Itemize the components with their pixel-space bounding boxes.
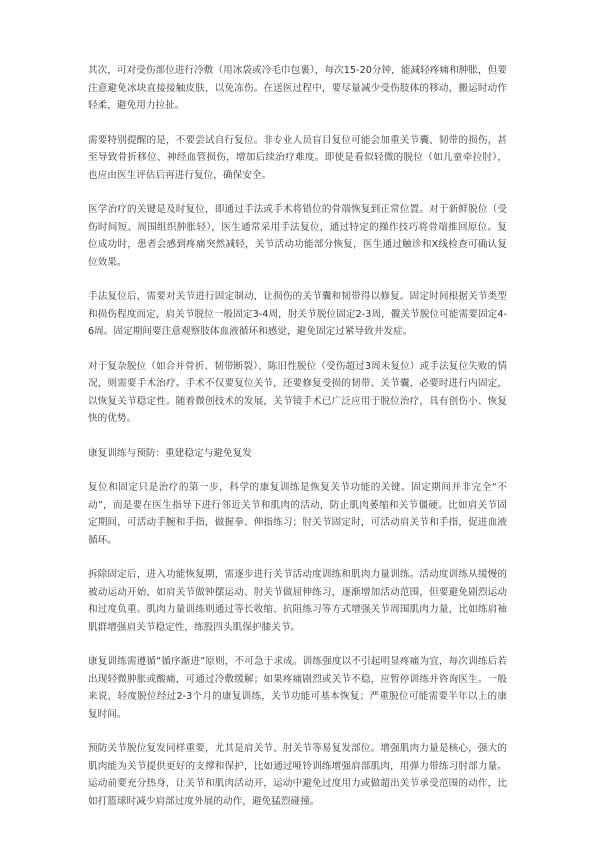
- paragraph-surgery: 对于复杂脱位（如合并骨折、韧带断裂）、陈旧性脱位（受伤超过3周未复位）或手法复位失败的情况，则需要手术治疗。手术不仅要复位关节，还要修复受损的韧带、关节囊，必要时进行内固定，以恢复关节稳定性。随着微创技术的发展，关节镜手术已广泛应用于脱位治疗，具有创伤小、恢复快的优势。: [88, 360, 507, 424]
- paragraph-function-recovery: 拆除固定后，进入功能恢复期，需逐步进行关节活动度训练和肌肉力量训练。活动度训练从缓慢的被动运动开始，如肩关节做钟摆运动、肘关节做屈伸练习，逐渐增加活动范围，但要避免剧烈运动和过度负重。肌肉力量训练则通过等长收缩、抗阻练习等方式增强关节周围肌肉力量，比如练肩袖肌群增强肩关节稳定性，练股四头肌保护膝关节。: [88, 569, 507, 633]
- paragraph-prevention: 预防关节脱位复发同样重要，尤其是肩关节、肘关节等易复发部位。增强肌肉力量是核心，强大的肌肉能为关节提供更好的支撑和保护，比如通过哑铃训练增强肩部肌肉，用弹力带练习肘部力量。运动前要充分热身，让关节和肌肉活动开，运动中避免过度用力或做超出关节承受范围的动作，比如打篮球时减少肩部过度外展的动作，避免猛烈碰撞。: [88, 743, 507, 807]
- paragraph-timely-reduction: 医学治疗的关键是及时复位，即通过手法或手术将错位的骨端恢复到正常位置。对于新鲜脱位（受伤时间短、周围组织肿胀轻），医生通常采用手法复位，通过特定的操作技巧将骨端推回原位。复位成功时，患者会感到疼痛突然减轻，关节活动功能部分恢复，医生通过触诊和X线检查可确认复位效果。: [88, 204, 507, 268]
- paragraph-cold-compress: 其次，可对受伤部位进行冷敷（用冰袋或冷毛巾包裹），每次15-20分钟，能减轻疼痛和肿胀，但要注意避免冰块直接接触皮肤，以免冻伤。在送医过程中，要尽量减少受伤肢体的移动，搬运时动作轻柔，避免用力拉扯。: [88, 65, 507, 111]
- paragraph-fixation: 手法复位后，需要对关节进行固定制动，让损伤的关节囊和韧带得以修复。固定时间根据关节类型和损伤程度而定，肩关节脱位一般固定3-4周，肘关节脱位固定2-3周，髋关节脱位可能需要固定4-6周。固定期间要注意观察肢体血液循环和感觉，避免固定过紧导致并发症。: [88, 291, 507, 337]
- paragraph-rehab-start: 复位和固定只是治疗的第一步，科学的康复训练是恢复关节功能的关键。固定期间并非完全“不动”，而是要在医生指导下进行邻近关节和肌肉的活动，防止肌肉萎缩和关节僵硬。比如肩关节固定期间，可活动手腕和手指，做握拳、伸指练习；肘关节固定时，可活动肩关节和手指，促进血液循环。: [88, 482, 507, 546]
- paragraph-no-self-reduction: 需要特别提醒的是，不要尝试自行复位。非专业人员盲目复位可能会加重关节囊、韧带的损伤，甚至导致骨折移位、神经血管损伤，增加后续治疗难度。即使是看似轻微的脱位（如儿童牵拉肘），也应由医生评估后再进行复位，确保安全。: [88, 134, 507, 181]
- paragraph-gradual-principle: 康复训练需遵循“循序渐进”原则，不可急于求成。训练强度以不引起明显疼痛为宜，每次训练后若出现轻微肿胀或酸痛，可通过冷敷缓解；如果疼痛剧烈或关节不稳，应暂停训练并咨询医生。一般来说，轻度脱位经过2-3个月的康复训练，关节功能可基本恢复；严重脱位可能需要半年以上的康复时间。: [88, 656, 507, 720]
- section-heading: 康复训练与预防：重建稳定与避免复发: [88, 447, 252, 459]
